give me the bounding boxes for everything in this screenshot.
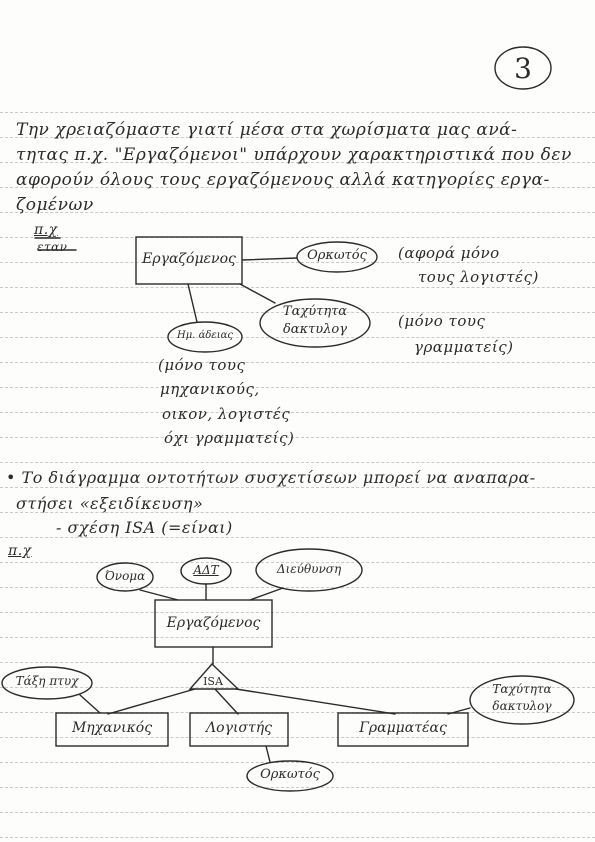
attribute-adeia: Ημ. άδειας — [177, 330, 233, 341]
bullet-line-2: στήσει «εξειδίκευση» — [16, 494, 204, 513]
subclass-mhxanikos: Μηχανικός — [71, 720, 153, 736]
isa-label: ISA — [203, 675, 223, 688]
subclass-logistis: Λογιστής — [206, 720, 272, 736]
attribute-taxythta-2b: δακτυλογ — [492, 699, 552, 713]
attribute-orkwtos-1: Ορκωτός — [307, 248, 367, 263]
paragraph-line-2: τητας π.χ. "Εργαζόμενοι" υπάρχουν χαρακτηριστικά που δεν — [16, 145, 572, 165]
example-strike-text: εταν — [37, 240, 68, 254]
paragraph-line-1: Την χρειαζόμαστε γιατί μέσα στα χωρίσματα μας ανά- — [16, 120, 518, 140]
subclass-grammateas: Γραμματέας — [359, 720, 447, 736]
attribute-taxi-ptyx: Τάξη πτυχ — [15, 674, 79, 688]
note-taxythta-1: (μόνο τους — [398, 312, 486, 330]
note-adeia-1: (μόνο τους — [158, 356, 246, 374]
note-taxythta-2: γραμματείς) — [414, 338, 514, 356]
attribute-taxythta-1b: δακτυλογ — [282, 322, 348, 337]
bullet-line-3: - σχέση ISA (=είναι) — [56, 518, 233, 537]
attribute-onoma: Όνομα — [104, 569, 146, 583]
example-label-1: π.χ — [34, 222, 58, 238]
note-adeia-3: οικον, λογιστές — [162, 405, 291, 423]
example-label-2: π.χ — [8, 543, 32, 559]
attribute-adt: ΑΔΤ — [193, 563, 219, 577]
page-number: 3 — [514, 52, 532, 85]
attribute-taxythta-2a: Ταχύτητα — [492, 682, 552, 696]
note-adeia-4: όχι γραμματείς) — [164, 429, 295, 447]
paragraph-line-4: ζομένων — [16, 195, 94, 215]
attribute-orkwtos-2: Ορκωτός — [260, 767, 320, 782]
note-adeia-2: μηχανικούς, — [160, 380, 260, 398]
note-orkwtos-2: τους λογιστές) — [418, 268, 539, 286]
note-orkwtos-1: (αφορά μόνο — [398, 244, 500, 262]
attribute-taxythta-1a: Ταχύτητα — [282, 304, 348, 319]
entity-employee-1: Εργαζόμενος — [142, 251, 236, 267]
paragraph-line-3: αφορούν όλους τους εργαζόμενους αλλά κατηγορίες εργα- — [16, 170, 550, 190]
bullet-line-1: • Το διάγραμμα οντοτήτων συσχετίσεων μπορεί να αναπαρα- — [6, 468, 536, 487]
entity-employee-2: Εργαζόμενος — [166, 615, 261, 631]
attribute-dieuthinsi: Διεύθυνση — [276, 562, 342, 576]
